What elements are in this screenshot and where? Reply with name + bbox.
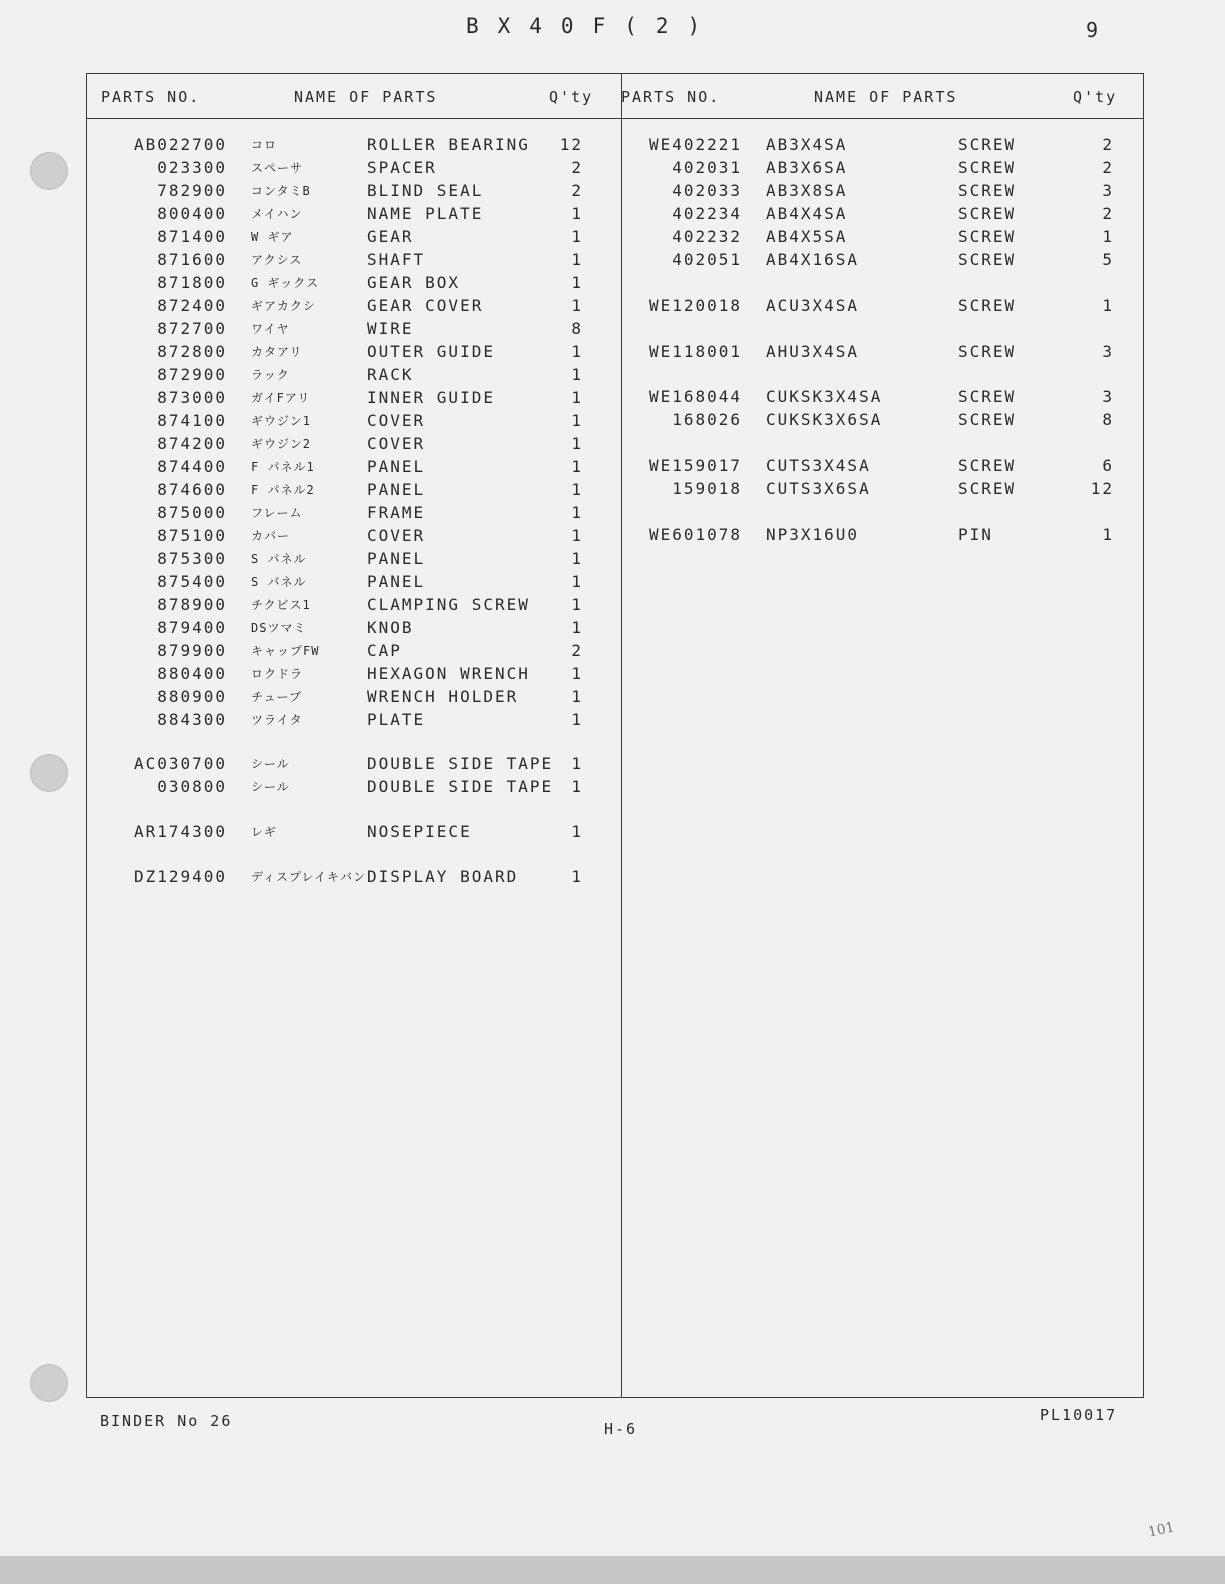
quantity: 1 xyxy=(571,342,583,361)
part-name: COVER xyxy=(367,526,426,545)
part-number: 873000 xyxy=(157,388,227,407)
quantity: 1 xyxy=(571,777,583,796)
table-row xyxy=(101,410,601,432)
part-name: NAME PLATE xyxy=(367,204,484,223)
part-name: DISPLAY BOARD xyxy=(367,867,519,886)
table-row xyxy=(101,686,601,708)
quantity: 2 xyxy=(1102,135,1114,154)
japanese-name: メイハン xyxy=(251,207,303,221)
japanese-name: DSツマミ xyxy=(251,621,307,635)
table-row xyxy=(101,318,601,340)
quantity: 1 xyxy=(571,754,583,773)
japanese-name: ワイヤ xyxy=(251,322,290,336)
part-number: 402051 xyxy=(672,250,742,269)
table-row xyxy=(101,502,601,524)
table-row xyxy=(101,617,601,639)
part-name: WRENCH HOLDER xyxy=(367,687,519,706)
part-number: 874200 xyxy=(157,434,227,453)
quantity: 8 xyxy=(571,319,583,338)
part-number: 875000 xyxy=(157,503,227,522)
binder-hole-icon xyxy=(30,152,68,190)
table-row xyxy=(101,272,601,294)
table-row xyxy=(632,295,1132,317)
quantity: 1 xyxy=(571,204,583,223)
part-name: KNOB xyxy=(367,618,414,637)
part-number: AB022700 xyxy=(133,135,227,154)
japanese-name: S パネル xyxy=(251,575,307,589)
table-row xyxy=(632,478,1132,500)
table-row xyxy=(101,709,601,731)
part-number: WE168044 xyxy=(648,387,742,406)
part-number: 879900 xyxy=(157,641,227,660)
part-name: COVER xyxy=(367,411,426,430)
part-number: 880400 xyxy=(157,664,227,683)
part-number: 782900 xyxy=(157,181,227,200)
japanese-name: コンタミB xyxy=(251,184,311,198)
quantity: 1 xyxy=(571,710,583,729)
part-number: 402234 xyxy=(672,204,742,223)
quantity: 1 xyxy=(571,595,583,614)
part-name: OUTER GUIDE xyxy=(367,342,495,361)
part-name: SCREW xyxy=(958,387,1017,406)
part-name: PIN xyxy=(958,525,993,544)
japanese-name: ロクドラ xyxy=(251,667,304,681)
table-row xyxy=(632,455,1132,477)
quantity: 1 xyxy=(571,687,583,706)
part-number: 875300 xyxy=(157,549,227,568)
part-spec: CUKSK3X6SA xyxy=(766,410,883,429)
japanese-name: G ギックス xyxy=(251,276,320,290)
table-row xyxy=(101,753,601,775)
part-name: BLIND SEAL xyxy=(367,181,484,200)
japanese-name: チューブ xyxy=(251,690,303,704)
part-number: 871800 xyxy=(157,273,227,292)
table-row xyxy=(101,640,601,662)
binder-hole-icon xyxy=(30,1364,68,1402)
part-spec: AB3X6SA xyxy=(766,158,848,177)
part-number: 159018 xyxy=(672,479,742,498)
table-row xyxy=(101,456,601,478)
part-number: 878900 xyxy=(157,595,227,614)
part-name: FRAME xyxy=(367,503,426,522)
table-row xyxy=(632,386,1132,408)
quantity: 1 xyxy=(571,867,583,886)
table-row xyxy=(632,134,1132,156)
table-row xyxy=(632,524,1132,546)
table-row xyxy=(101,387,601,409)
part-name: NOSEPIECE xyxy=(367,822,472,841)
part-spec: AB4X5SA xyxy=(766,227,848,246)
part-name: RACK xyxy=(367,365,414,384)
part-name: CLAMPING SCREW xyxy=(367,595,530,614)
part-number: 168026 xyxy=(672,410,742,429)
part-number: 874100 xyxy=(157,411,227,430)
japanese-name: W ギア xyxy=(251,230,294,244)
quantity: 2 xyxy=(571,158,583,177)
japanese-name: ギウジン1 xyxy=(251,414,311,428)
page-number: 9 xyxy=(1086,18,1099,42)
japanese-name: アクシス xyxy=(251,253,303,267)
japanese-name: キャップFW xyxy=(251,644,320,658)
part-number: 402033 xyxy=(672,181,742,200)
japanese-name: カバー xyxy=(251,529,291,543)
part-name: SPACER xyxy=(367,158,437,177)
table-row xyxy=(101,295,601,317)
part-name: GEAR xyxy=(367,227,414,246)
part-name: PANEL xyxy=(367,549,426,568)
part-number: DZ129400 xyxy=(133,867,227,886)
part-spec: AB4X16SA xyxy=(766,250,860,269)
part-number: 872800 xyxy=(157,342,227,361)
japanese-name: F パネル2 xyxy=(251,483,315,497)
table-row xyxy=(632,249,1132,271)
header-rule xyxy=(87,118,1143,119)
quantity: 1 xyxy=(571,618,583,637)
table-row xyxy=(101,203,601,225)
part-name: PANEL xyxy=(367,572,426,591)
table-row xyxy=(101,866,601,888)
quantity: 1 xyxy=(571,480,583,499)
table-row xyxy=(101,341,601,363)
japanese-name: F パネル1 xyxy=(251,460,315,474)
part-spec: NP3X16U0 xyxy=(766,525,860,544)
part-number: 872400 xyxy=(157,296,227,315)
part-name: SCREW xyxy=(958,181,1017,200)
part-name: SCREW xyxy=(958,227,1017,246)
part-name: SCREW xyxy=(958,342,1017,361)
part-number: 402031 xyxy=(672,158,742,177)
quantity: 1 xyxy=(571,572,583,591)
part-name: HEXAGON WRENCH xyxy=(367,664,530,683)
table-row xyxy=(101,433,601,455)
part-name: SCREW xyxy=(958,250,1017,269)
table-row xyxy=(101,134,601,156)
quantity: 12 xyxy=(1090,479,1114,498)
part-name: SCREW xyxy=(958,479,1017,498)
part-number: 880900 xyxy=(157,687,227,706)
quantity: 1 xyxy=(571,365,583,384)
japanese-name: ギアカクシ xyxy=(251,299,316,313)
part-number: 872900 xyxy=(157,365,227,384)
right-header-qty: Q'ty xyxy=(1073,88,1118,106)
quantity: 1 xyxy=(1102,296,1114,315)
part-name: DOUBLE SIDE TAPE xyxy=(367,777,554,796)
document-code: PL10017 xyxy=(1040,1406,1118,1424)
quantity: 6 xyxy=(1102,456,1114,475)
parts-table xyxy=(86,73,1144,1398)
table-row xyxy=(101,364,601,386)
table-row xyxy=(101,525,601,547)
binder-hole-icon xyxy=(30,754,68,792)
japanese-name: カタアリ xyxy=(251,345,303,359)
table-row xyxy=(101,548,601,570)
quantity: 2 xyxy=(571,641,583,660)
japanese-name: ギウジン2 xyxy=(251,437,311,451)
quantity: 3 xyxy=(1102,342,1114,361)
right-header-name: NAME OF PARTS xyxy=(814,88,958,106)
quantity: 3 xyxy=(1102,387,1114,406)
part-name: SCREW xyxy=(958,296,1017,315)
part-spec: AHU3X4SA xyxy=(766,342,860,361)
japanese-name: ラック xyxy=(251,368,290,382)
quantity: 1 xyxy=(571,664,583,683)
part-spec: CUTS3X6SA xyxy=(766,479,871,498)
binder-label: BINDER No 26 xyxy=(100,1412,233,1430)
part-number: AC030700 xyxy=(133,754,227,773)
table-row xyxy=(101,180,601,202)
part-number: 800400 xyxy=(157,204,227,223)
part-name: DOUBLE SIDE TAPE xyxy=(367,754,554,773)
part-number: WE601078 xyxy=(648,525,742,544)
table-row xyxy=(632,180,1132,202)
page-title: BX40F(2) xyxy=(466,14,720,38)
quantity: 1 xyxy=(571,411,583,430)
part-name: SCREW xyxy=(958,410,1017,429)
part-number: 871400 xyxy=(157,227,227,246)
part-name: SHAFT xyxy=(367,250,426,269)
japanese-name: ガイFアリ xyxy=(251,391,311,405)
part-spec: CUTS3X4SA xyxy=(766,456,871,475)
part-name: SCREW xyxy=(958,135,1017,154)
quantity: 5 xyxy=(1102,250,1114,269)
part-name: GEAR BOX xyxy=(367,273,461,292)
quantity: 1 xyxy=(571,457,583,476)
quantity: 1 xyxy=(571,526,583,545)
quantity: 1 xyxy=(571,434,583,453)
part-name: SCREW xyxy=(958,158,1017,177)
part-number: 872700 xyxy=(157,319,227,338)
part-name: INNER GUIDE xyxy=(367,388,495,407)
japanese-name: S パネル xyxy=(251,552,307,566)
part-name: PANEL xyxy=(367,457,426,476)
part-spec: AB3X8SA xyxy=(766,181,848,200)
part-name: ROLLER BEARING xyxy=(367,135,530,154)
table-row xyxy=(632,409,1132,431)
japanese-name: スペーサ xyxy=(251,161,304,175)
part-name: CAP xyxy=(367,641,402,660)
page-code: H-6 xyxy=(604,1420,638,1438)
japanese-name: フレーム xyxy=(251,506,303,520)
table-row xyxy=(101,479,601,501)
part-number: 871600 xyxy=(157,250,227,269)
table-row xyxy=(632,157,1132,179)
quantity: 1 xyxy=(1102,525,1114,544)
part-name: GEAR COVER xyxy=(367,296,484,315)
table-row xyxy=(632,226,1132,248)
quantity: 1 xyxy=(571,549,583,568)
handwritten-mark: 101 xyxy=(1146,1519,1177,1541)
quantity: 1 xyxy=(571,388,583,407)
japanese-name: シール xyxy=(251,780,290,794)
table-row xyxy=(101,821,601,843)
quantity: 2 xyxy=(1102,158,1114,177)
part-name: SCREW xyxy=(958,456,1017,475)
part-number: 875400 xyxy=(157,572,227,591)
left-header-qty: Q'ty xyxy=(549,88,594,106)
quantity: 1 xyxy=(571,296,583,315)
page-bottom-edge xyxy=(0,1556,1225,1584)
quantity: 1 xyxy=(571,822,583,841)
quantity: 1 xyxy=(571,250,583,269)
quantity: 2 xyxy=(571,181,583,200)
right-header-parts-no: PARTS NO. xyxy=(621,88,721,106)
quantity: 2 xyxy=(1102,204,1114,223)
part-number: 023300 xyxy=(157,158,227,177)
part-number: 879400 xyxy=(157,618,227,637)
japanese-name: チクビス1 xyxy=(251,598,311,612)
table-row xyxy=(101,226,601,248)
japanese-name: コロ xyxy=(251,138,278,152)
part-number: WE402221 xyxy=(648,135,742,154)
japanese-name: シール xyxy=(251,757,290,771)
part-name: COVER xyxy=(367,434,426,453)
part-name: PLATE xyxy=(367,710,426,729)
left-header-parts-no: PARTS NO. xyxy=(101,88,201,106)
quantity: 3 xyxy=(1102,181,1114,200)
quantity: 12 xyxy=(559,135,583,154)
quantity: 1 xyxy=(571,273,583,292)
part-spec: ACU3X4SA xyxy=(766,296,860,315)
left-header-name: NAME OF PARTS xyxy=(294,88,438,106)
part-spec: AB3X4SA xyxy=(766,135,848,154)
quantity: 1 xyxy=(571,227,583,246)
part-number: 875100 xyxy=(157,526,227,545)
part-number: 874600 xyxy=(157,480,227,499)
part-number: 874400 xyxy=(157,457,227,476)
table-row xyxy=(101,571,601,593)
part-name: SCREW xyxy=(958,204,1017,223)
table-row xyxy=(101,663,601,685)
table-row xyxy=(632,341,1132,363)
table-row xyxy=(101,249,601,271)
quantity: 1 xyxy=(1102,227,1114,246)
japanese-name: ツライタ xyxy=(251,713,303,727)
quantity: 8 xyxy=(1102,410,1114,429)
part-number: 884300 xyxy=(157,710,227,729)
table-row xyxy=(632,203,1132,225)
part-number: WE120018 xyxy=(648,296,742,315)
quantity: 1 xyxy=(571,503,583,522)
part-spec: AB4X4SA xyxy=(766,204,848,223)
table-row xyxy=(101,776,601,798)
japanese-name: ディスプレイキバン xyxy=(251,870,366,884)
japanese-name: レギ xyxy=(251,825,278,839)
part-number: WE159017 xyxy=(648,456,742,475)
part-spec: CUKSK3X4SA xyxy=(766,387,883,406)
part-number: 030800 xyxy=(157,777,227,796)
part-number: WE118001 xyxy=(648,342,742,361)
table-row xyxy=(101,157,601,179)
part-name: WIRE xyxy=(367,319,414,338)
table-row xyxy=(101,594,601,616)
part-name: PANEL xyxy=(367,480,426,499)
column-divider xyxy=(621,74,622,1397)
part-number: AR174300 xyxy=(133,822,227,841)
part-number: 402232 xyxy=(672,227,742,246)
